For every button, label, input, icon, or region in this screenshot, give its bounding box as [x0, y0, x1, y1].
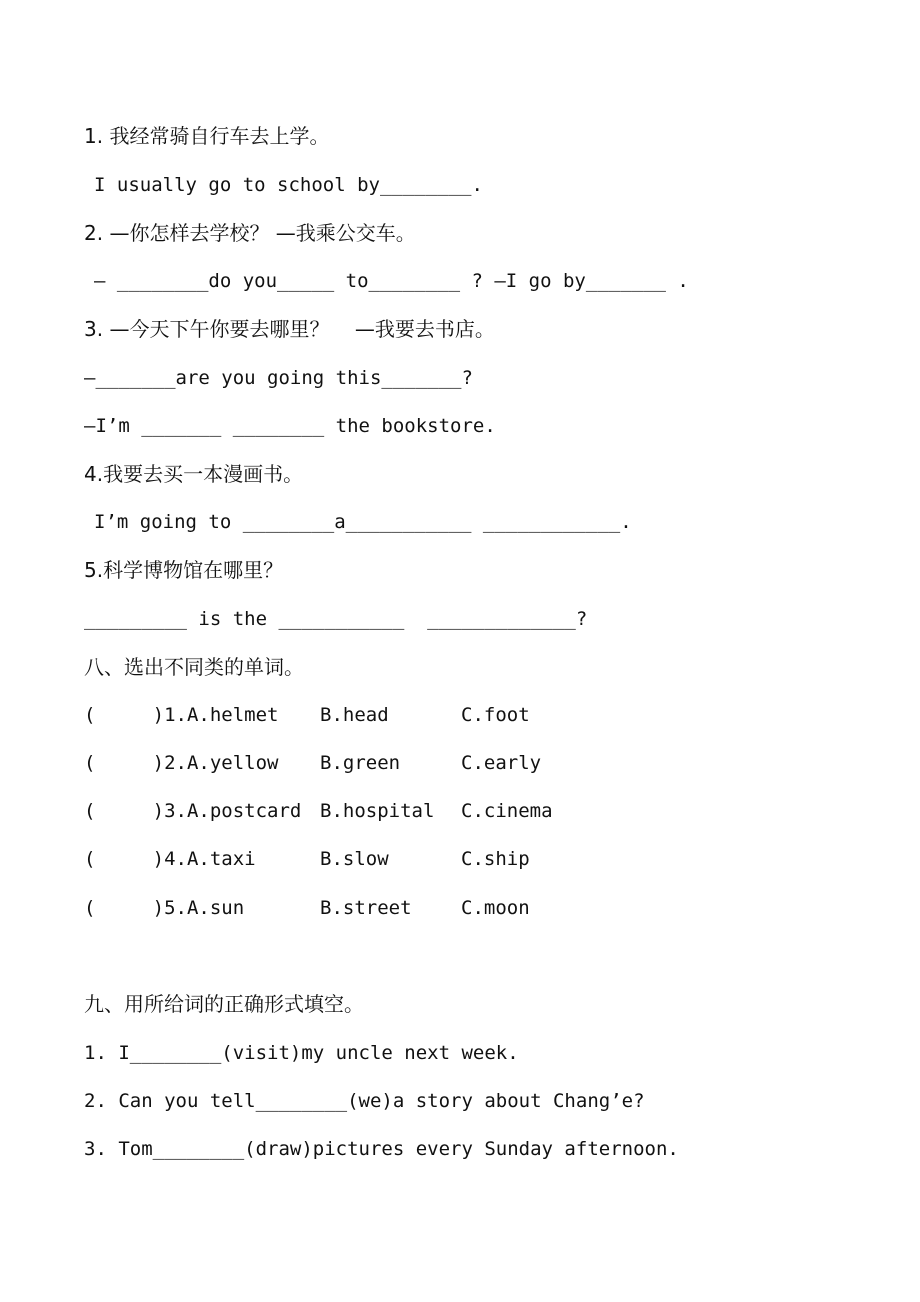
- question-number: ( )4.A.taxi: [84, 848, 256, 870]
- q5-chinese: 5.科学博物馆在哪里？: [84, 558, 284, 582]
- option-b: B.head: [320, 704, 389, 726]
- option-c: C.cinema: [461, 800, 553, 822]
- option-c: C.early: [461, 752, 542, 774]
- option-b: B.hospital: [320, 800, 435, 822]
- q1-english-blank: I usually go to school by________.: [94, 174, 483, 196]
- option-b: B.slow: [320, 848, 389, 870]
- q1-chinese: 1. 我经常骑自行车去上学。: [84, 124, 330, 148]
- question-number: ( )2.A.yellow: [84, 752, 279, 774]
- fill-in-item: 2. Can you tell________(we)a story about Chang’e?: [84, 1090, 645, 1112]
- fill-in-item: 1. I________(visit)my uncle next week.: [84, 1042, 519, 1064]
- fill-in-item: 3. Tom________(draw)pictures every Sunday afternoon.: [84, 1138, 679, 1160]
- section-8-title: 八、选出不同类的单词。: [84, 655, 304, 679]
- question-number: ( )5.A.sun: [84, 897, 245, 919]
- question-number: ( )3.A.postcard: [84, 800, 302, 822]
- option-b: B.green: [320, 752, 401, 774]
- question-number: ( )1.A.helmet: [84, 704, 279, 726]
- q4-chinese: 4.我要去买一本漫画书。: [84, 462, 304, 486]
- option-c: C.foot: [461, 704, 530, 726]
- q3-chinese: 3. —今天下午你要去哪里？ —我要去书店。: [84, 317, 495, 341]
- q3-english-blank-1: —_______are you going this_______?: [84, 367, 473, 389]
- q4-english-blank: I’m going to ________a___________ ____________.: [94, 511, 632, 533]
- q5-english-blank: _________ is the ___________ _____________?: [84, 608, 588, 630]
- q2-english-blank: — ________do you_____ to________ ? —I go by_______ .: [94, 270, 689, 292]
- option-b: B.street: [320, 897, 412, 919]
- option-c: C.ship: [461, 848, 530, 870]
- section-9-title: 九、用所给词的正确形式填空。: [84, 992, 364, 1016]
- option-c: C.moon: [461, 897, 530, 919]
- q3-english-blank-2: —I’m _______ ________ the bookstore.: [84, 415, 496, 437]
- q2-chinese: 2. —你怎样去学校？ —我乘公交车。: [84, 221, 416, 245]
